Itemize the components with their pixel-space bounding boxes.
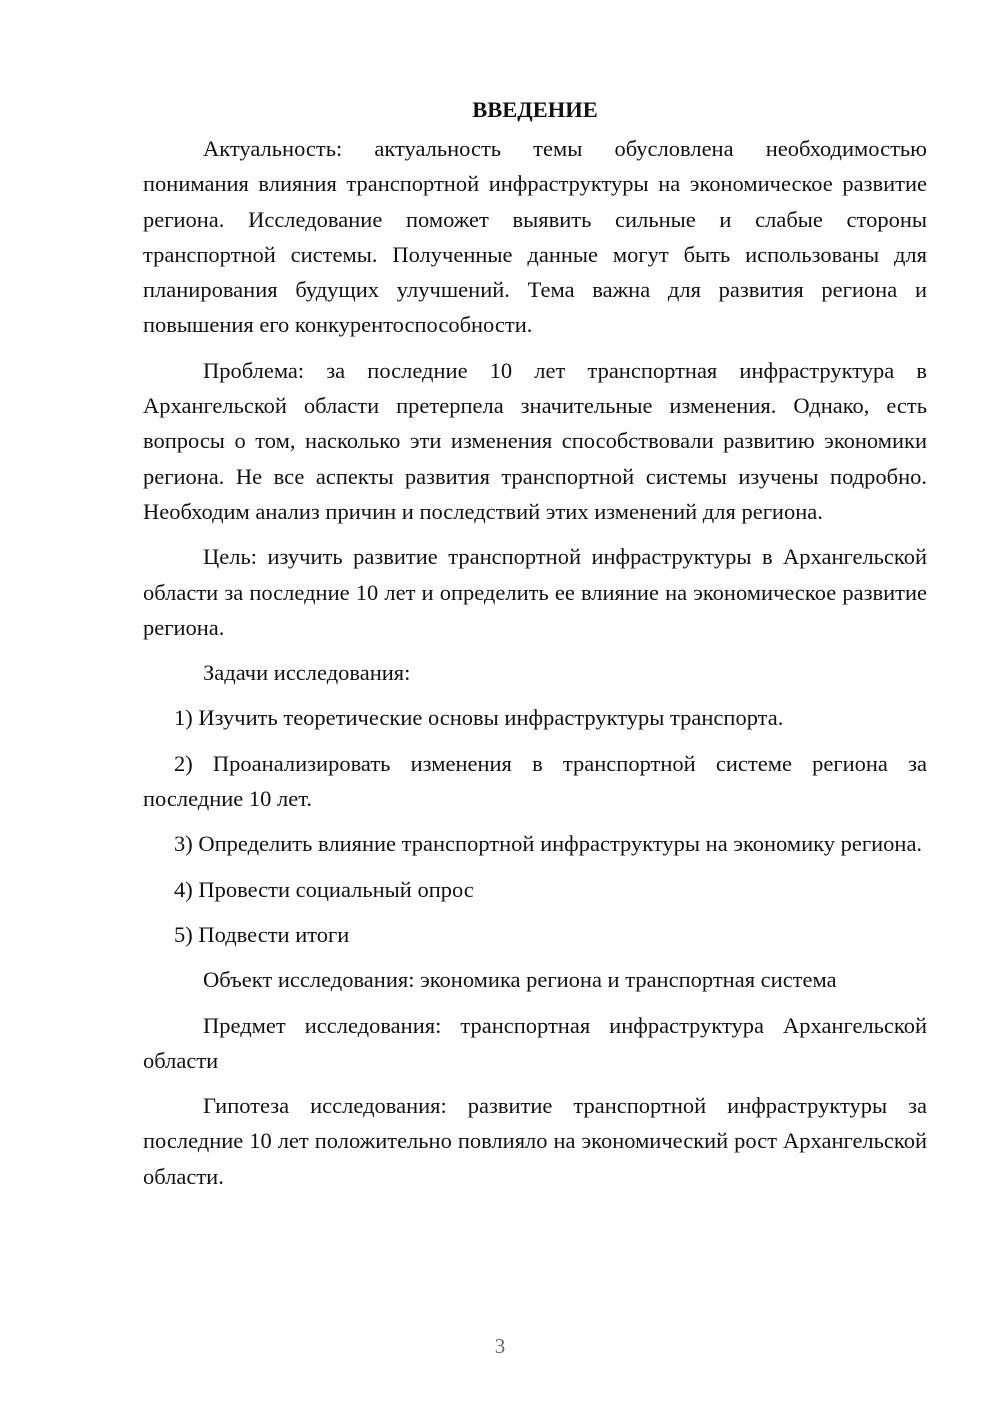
task-item: 2) Проанализировать изменения в транспортной системе региона за последние 10 лет. [143,750,927,812]
goal-paragraph: Цель: изучить развитие транспортной инфраструктуры в Архангельской области за последние 10 лет и определить ее влияние на экономическое развитие региона. [143,544,927,640]
problem-paragraph: Проблема: за последние 10 лет транспортная инфраструктура в Архангельской области претерпела значительные изменения. Однако, есть вопросы о том, насколько эти изменения способствовали развитию экономики региона. Не все аспекты развития транспортной системы изучены подробно. Необходим анализ причин и последствий этих изменений для региона. [143,357,927,524]
task-item: 3) Определить влияние транспортной инфраструктуры на экономику региона. [174,831,923,857]
subject-paragraph: Предмет исследования: транспортная инфраструктура Архангельской области [143,1012,927,1073]
page-number: 3 [494,1334,506,1358]
relevance-paragraph: Актуальность: актуальность темы обусловлена необходимостью понимания влияния транспортной инфраструктуры на экономическое развитие региона. Исследование поможет выявить сильные и слабые стороны транспортной системы. Полученные данные могут быть использованы для планирования будущих улучшений. Тема важна для развития региона и повышения его конкурентоспособности. [143,136,927,338]
tasks-label: Задачи исследования: [203,660,411,686]
task-item: 5) Подвести итоги [174,921,350,947]
task-item: 1) Изучить теоретические основы инфраструктуры транспорта. [174,705,784,731]
section-heading: ВВЕДЕНИЕ [472,97,598,122]
page-content [143,92,927,1204]
hypothesis-paragraph: Гипотеза исследования: развитие транспортной инфраструктуры за последние 10 лет положительно повлияло на экономический рост Архангельской области. [143,1093,927,1189]
object-paragraph: Объект исследования: экономика региона и транспортная система [203,967,837,993]
tasks-list [143,700,927,952]
task-item: 4) Провести социальный опрос [174,876,474,902]
